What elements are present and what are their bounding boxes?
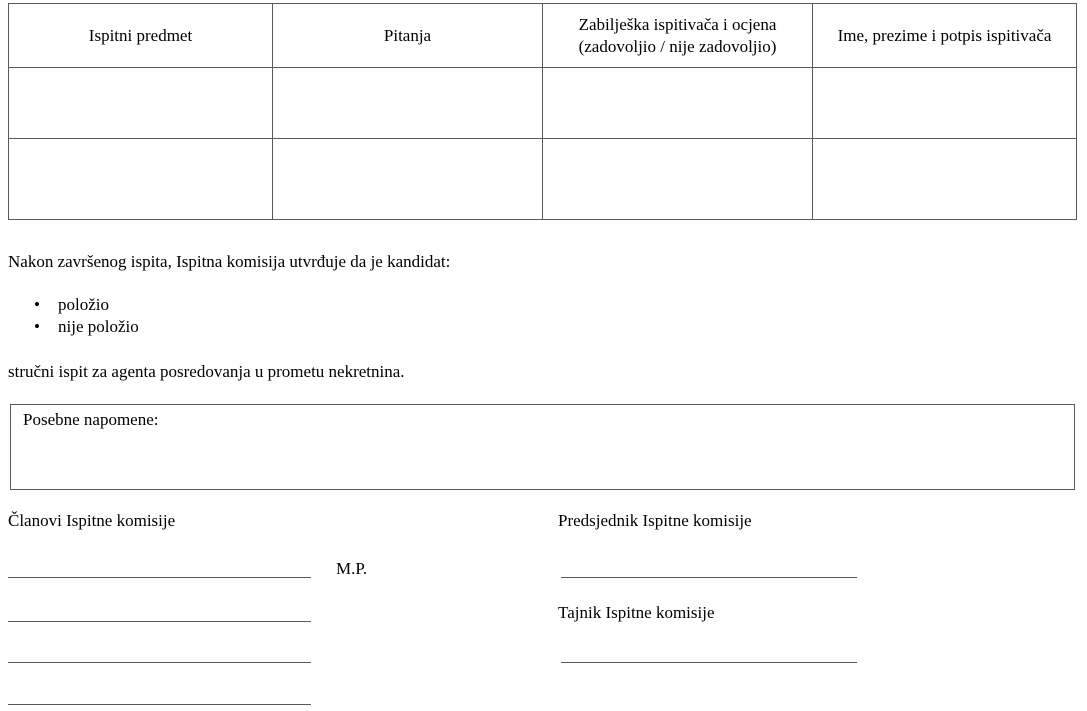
- bullet-icon: •: [34, 295, 40, 314]
- table-header-row: [9, 4, 1077, 68]
- special-notes-label: Posebne napomene:: [23, 410, 159, 429]
- member-signature-line-4: [8, 704, 311, 705]
- secretary-signature-line: [561, 662, 857, 663]
- column-header-questions: [273, 4, 543, 68]
- seal-placeholder-label: M.P.: [336, 559, 368, 578]
- candidate-result-options: [34, 294, 139, 338]
- bullet-icon: •: [34, 317, 40, 336]
- option-passed: [34, 294, 139, 316]
- column-header-label: Ime, prezime i potpis ispitivača: [837, 25, 1052, 45]
- table-cell-empty: [543, 68, 813, 139]
- option-not-passed-label: nije položio: [58, 317, 139, 336]
- table-cell-empty: [813, 139, 1077, 220]
- president-signature-line: [561, 577, 857, 578]
- member-signature-line-1: [8, 577, 311, 578]
- column-header-examiner-name-signature: [813, 4, 1077, 68]
- committee-members-label: Članovi Ispitne komisije: [8, 511, 176, 530]
- special-notes-box: [10, 404, 1075, 490]
- column-header-examiner-note-grade: [543, 4, 813, 68]
- member-signature-line-2: [8, 621, 311, 622]
- column-header-label-line-2: (zadovoljio / nije zadovoljio): [578, 36, 777, 56]
- table-cell-empty: [9, 68, 273, 139]
- committee-president-label: Predsjednik Ispitne komisije: [558, 511, 752, 530]
- table-cell-empty: [813, 68, 1077, 139]
- table-cell-empty: [273, 68, 543, 139]
- closing-statement: stručni ispit za agenta posredovanja u prometu nekretnina.: [8, 362, 405, 381]
- committee-secretary-label: Tajnik Ispitne komisije: [558, 603, 715, 622]
- table-cell-empty: [273, 139, 543, 220]
- exam-table: [8, 3, 1077, 220]
- table-cell-empty: [9, 139, 273, 220]
- member-signature-line-3: [8, 662, 311, 663]
- option-passed-label: položio: [58, 295, 109, 314]
- table-row: [9, 68, 1077, 139]
- column-header-label: Ispitni predmet: [88, 25, 193, 45]
- column-header-label: Pitanja: [383, 25, 432, 45]
- intro-statement: Nakon završenog ispita, Ispitna komisija utvrđuje da je kandidat:: [8, 252, 451, 271]
- table-row: [9, 139, 1077, 220]
- option-not-passed: [34, 316, 139, 338]
- table-cell-empty: [543, 139, 813, 220]
- column-header-label-line-1: Zabilješka ispitivača i ocjena: [578, 14, 777, 34]
- column-header-exam-subject: [9, 4, 273, 68]
